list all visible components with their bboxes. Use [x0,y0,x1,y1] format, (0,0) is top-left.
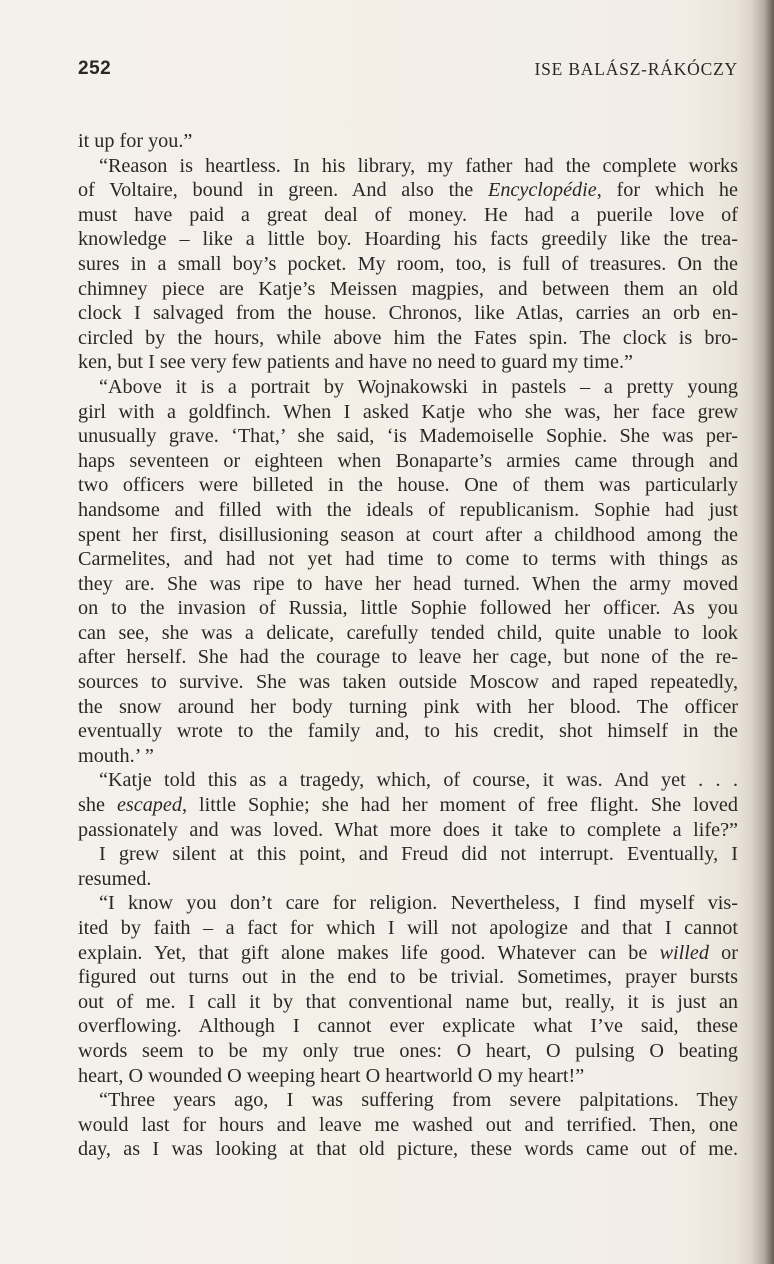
text-line: unusually grave. ‘That,’ she said, ‘is Mademoiselle Sophie. She was per- [78,425,738,448]
text-line: “Three years ago, I was suffering from severe palpitations. They [99,1089,738,1112]
text-line: overflowing. Although I cannot ever explicate what I’ve said, these [78,1015,738,1038]
text-line: ited by faith – a fact for which I will not apologize and that I cannot [78,917,738,939]
text-line: must have paid a great deal of money. He had a puerile love of [78,203,738,226]
text-line: clock I salvaged from the house. Chronos, like Atlas, carries an orb en- [78,302,738,325]
text-line: day, as I was looking at that old picture, these words came out of me. [78,1138,738,1161]
text-line: “Katje told this as a tragedy, which, of course, it was. And yet . . . [99,769,738,792]
text-line: knowledge – like a little boy. Hoarding his facts greedily like the trea- [78,228,738,251]
text-line: on to the invasion of Russia, little Sophie followed her officer. As you [78,597,738,620]
text-line: they are. She was ripe to have her head turned. When the army moved [78,572,738,595]
running-head: ISE BALÁSZ-RÁKÓCZY [534,59,738,79]
text-line: heart, O wounded O weeping heart O heartworld O my heart!” [78,1064,585,1087]
text-line: can see, she was a delicate, carefully tended child, quite unable to look [78,621,738,644]
text-line: two officers were billeted in the house. One of them was particularly [78,474,738,497]
text-line: out of me. I call it by that conventional name but, really, it is just an [78,990,738,1013]
text-line: the snow around her body turning pink with her blood. The officer [78,695,738,718]
text-line: of Voltaire, bound in green. And also the Encyclopédie, for which he [78,179,738,202]
text-line: after herself. She had the courage to leave her cage, but none of the re- [78,646,738,669]
text-line: handsome and filled with the ideals of republicanism. Sophie had just [78,498,738,521]
text-line: figured out turns out in the end to be trivial. Sometimes, prayer bursts [78,966,738,989]
text-line: sources to survive. She was taken outside Moscow and raped repeatedly, [78,671,738,694]
text-line: ken, but I see very few patients and have no need to guard my time.” [78,351,633,374]
body-text [78,129,738,1162]
text-line: spent her first, disillusioning season at court after a childhood among the [78,523,738,546]
text-line: would last for hours and leave me washed out and terrified. Then, one [78,1113,738,1136]
text-line: passionately and was loved. What more does it take to complete a life?” [78,818,738,841]
text-line: she escaped, little Sophie; she had her moment of free flight. She loved [78,794,738,817]
text-line: “I know you don’t care for religion. Nevertheless, I find myself vis- [99,892,738,915]
text-line: haps seventeen or eighteen when Bonaparte’s armies came through and [78,449,738,472]
page-header [78,58,738,88]
text-line: it up for you.” [78,130,193,152]
text-line: “Reason is heartless. In his library, my father had the complete works [99,154,738,177]
text-line: “Above it is a portrait by Wojnakowski in pastels – a pretty young [99,375,738,398]
text-line: eventually wrote to the family and, to his credit, shot himself in the [78,720,738,743]
text-line: resumed. [78,867,152,890]
text-line: sures in a small boy’s pocket. My room, too, is full of treasures. On the [78,252,738,275]
text-line: mouth.’ ” [78,744,154,767]
text-line: words seem to be my only true ones: O heart, O pulsing O beating [78,1039,738,1062]
text-line: I grew silent at this point, and Freud did not interrupt. Eventually, I [99,843,738,866]
text-line: chimney piece are Katje’s Meissen magpies, and between them an old [78,277,738,300]
text-line: explain. Yet, that gift alone makes life good. Whatever can be willed or [78,941,738,964]
text-line: Carmelites, and had not yet had time to come to terms with things as [78,548,738,571]
text-line: girl with a goldfinch. When I asked Katje who she was, her face grew [78,400,738,423]
book-spine-shadow [750,0,774,1264]
text-line: circled by the hours, while above him the Fates spin. The clock is bro- [78,326,738,349]
page-number: 252 [78,58,112,79]
